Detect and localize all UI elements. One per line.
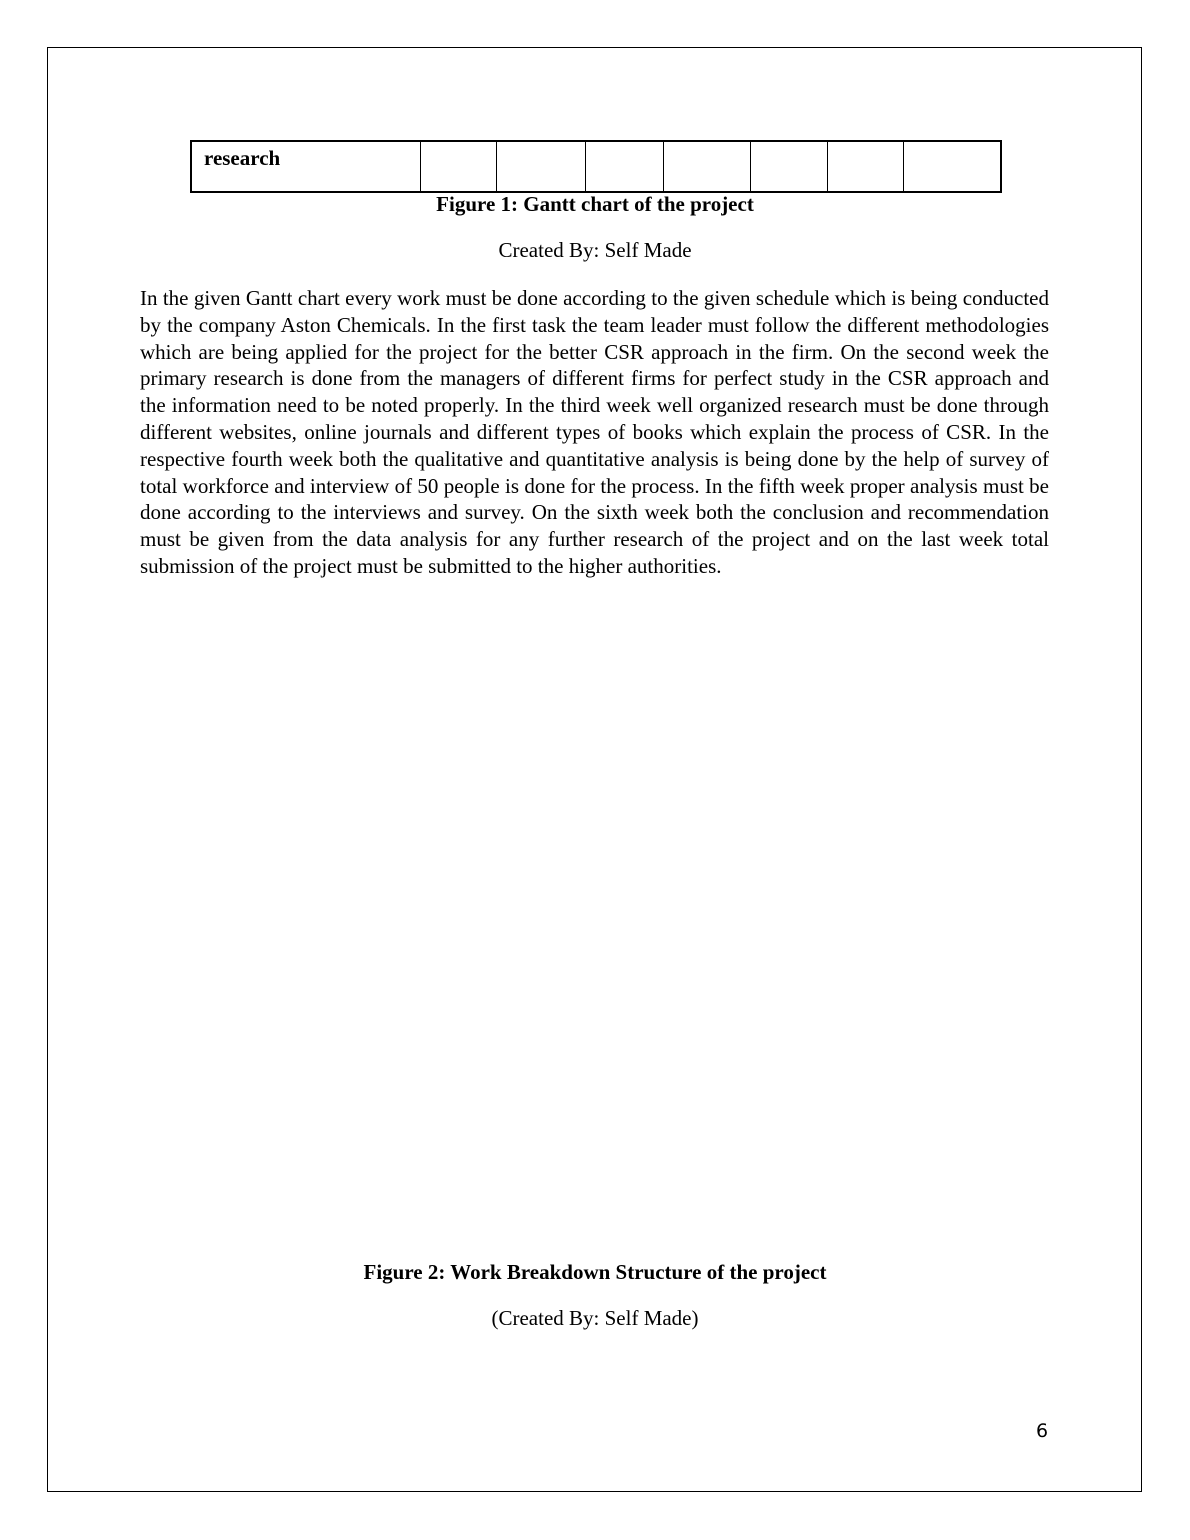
week-cell xyxy=(663,141,750,192)
figure2-credit: (Created By: Self Made) xyxy=(491,1306,699,1330)
week-cell xyxy=(903,141,1001,192)
figure1-caption: Figure 1: Gantt chart of the project xyxy=(436,192,754,216)
body-paragraph: In the given Gantt chart every work must be done according to the given schedule which is being conducted by the company Aston Chemicals. In the first task the team leader must follow the different methodologies which are being applied for the project for the better CSR approach in the firm. On the second week the primary research is done from the managers of different firms for perfect study in the CSR approach and the information need to be noted properly. In the third week well organized research must be done through different websites, online journals and different types of books which explain the process of CSR. In the respective fourth week both the qualitative and quantitative analysis is being done by the help of survey of total workforce and interview of 50 people is done for the process. In the fifth week proper analysis must be done according to the interviews and survey. On the sixth week both the conclusion and recommendation must be given from the data analysis for any further research of the project and on the last week total submission of the project must be submitted to the higher authorities. xyxy=(140,286,1049,578)
figure2-caption: Figure 2: Work Breakdown Structure of the project xyxy=(363,1260,827,1284)
table-row xyxy=(191,141,1001,192)
figure1-credit: Created By: Self Made xyxy=(498,238,692,262)
gantt-chart-table xyxy=(190,140,1002,193)
week-cell xyxy=(750,141,827,192)
week-cell xyxy=(827,141,903,192)
week-cell xyxy=(585,141,663,192)
week-cell xyxy=(496,141,585,192)
week-cell xyxy=(420,141,496,192)
page-number: 6 xyxy=(1036,1420,1049,1442)
task-label-cell: research xyxy=(191,141,420,192)
